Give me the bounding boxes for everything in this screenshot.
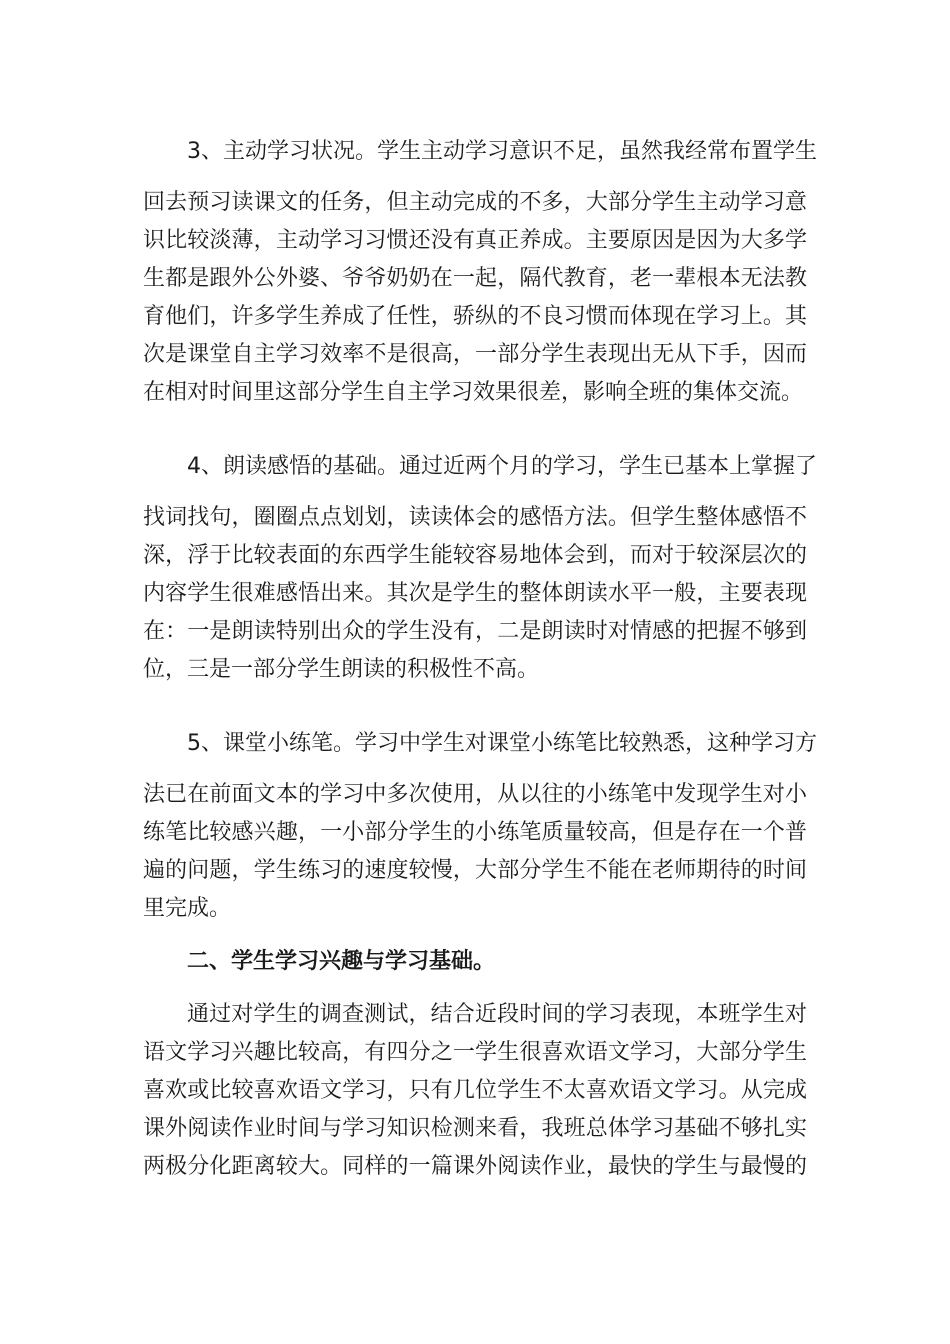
- text-line: 里完成。: [143, 896, 232, 921]
- text-line: 深，浮于比较表面的东西学生能较容易地体会到，而对于较深层次的: [143, 543, 807, 568]
- text-line: 练笔比较感兴趣，一小部分学生的小练笔质量较高，但是存在一个普: [143, 820, 807, 845]
- text-line: 4、朗读感悟的基础。通过近两个月的学习，学生已基本上掌握了: [187, 454, 817, 479]
- text-line: 次是课堂自主学习效率不是很高，一部分学生表现出无从下手，因而: [143, 342, 807, 367]
- text-line: 在相对时间里这部分学生自主学习效果很差，影响全班的集体交流。: [143, 380, 804, 405]
- text-line: 育他们，许多学生养成了任性，骄纵的不良习惯而体现在学习上。其: [143, 304, 807, 329]
- text-line: 通过对学生的调查测试，结合近段时间的学习表现，本班学生对: [187, 1002, 807, 1027]
- text-line: 遍的问题，学生练习的速度较慢，大部分学生不能在老师期待的时间: [143, 858, 807, 883]
- text-line: 在：一是朗读特别出众的学生没有，二是朗读时对情感的把握不够到: [143, 619, 807, 644]
- text-line: 5、课堂小练笔。学习中学生对课堂小练笔比较熟悉，这种学习方: [187, 731, 817, 756]
- section-heading: 二、学生学习兴趣与学习基础。: [187, 949, 496, 974]
- text-line: 生都是跟外公外婆、爷爷奶奶在一起，隔代教育，老一辈根本无法教: [143, 266, 807, 291]
- text-line: 法已在前面文本的学习中多次使用，从以往的小练笔中发现学生对小: [143, 782, 807, 807]
- text-line: 喜欢或比较喜欢语文学习，只有几位学生不太喜欢语文学习。从完成: [143, 1078, 807, 1103]
- text-line: 回去预习读课文的任务，但主动完成的不多，大部分学生主动学习意: [143, 190, 807, 215]
- text-line: 课外阅读作业时间与学习知识检测来看，我班总体学习基础不够扎实: [143, 1116, 807, 1141]
- text-line: 内容学生很难感悟出来。其次是学生的整体朗读水平一般，主要表现: [143, 581, 807, 606]
- text-line: 3、主动学习状况。学生主动学习意识不足，虽然我经常布置学生: [187, 139, 817, 164]
- text-line: 找词找句，圈圈点点划划，读读体会的感悟方法。但学生整体感悟不: [143, 505, 807, 530]
- text-line: 识比较淡薄，主动学习习惯还没有真正养成。主要原因是因为大多学: [143, 228, 807, 253]
- text-line: 两极分化距离较大。同样的一篇课外阅读作业，最快的学生与最慢的: [143, 1154, 807, 1179]
- text-line: 语文学习兴趣比较高，有四分之一学生很喜欢语文学习，大部分学生: [143, 1040, 807, 1065]
- text-line: 位，三是一部分学生朗读的积极性不高。: [143, 657, 540, 682]
